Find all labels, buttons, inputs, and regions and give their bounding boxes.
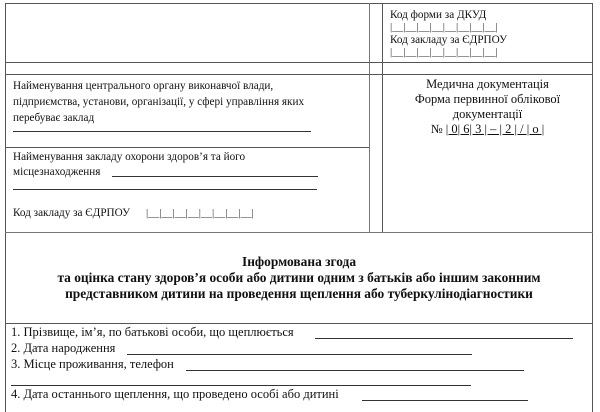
document-title: [5, 254, 593, 302]
frame-top: [5, 3, 593, 4]
dkud-label: Код форми за ДКУД: [390, 9, 487, 21]
field-address-phone-input-2[interactable]: [11, 385, 471, 386]
field-birthdate-input[interactable]: [127, 354, 472, 355]
edrpou-code-boxes[interactable]: |__|__|__|__|__|__|__|__|: [390, 46, 498, 58]
facility-line-1: Найменування закладу охорони здоров’я та його: [13, 151, 246, 163]
facility-code-label: Код закладу за ЄДРПОУ: [13, 207, 130, 219]
facility-code-boxes[interactable]: |__|__|__|__|__|__|__|__|: [146, 207, 254, 219]
field-last-vaccination-label: 4. Дата останнього щеплення, що проведено особі або дитині: [11, 387, 339, 401]
facility-input-line-2[interactable]: [13, 189, 317, 190]
header-rule-2: [5, 74, 593, 75]
central-body-line-3: перебуває заклад: [13, 112, 95, 124]
form-number-code: | 0| 6| 3 | – | 2 | / | о |: [445, 122, 545, 136]
title-line-2: та оцінка стану здоров’я особи або дитини одним з батьків або іншим законним: [57, 270, 541, 285]
field-last-vaccination-input[interactable]: [362, 400, 528, 401]
dkud-code-boxes[interactable]: |__|__|__|__|__|__|__|__|: [390, 21, 498, 33]
central-body-line-2: підприємства, установи, організації, у сфері управління яких: [13, 96, 305, 108]
column-divider-left: [369, 3, 370, 232]
frame-left: [5, 3, 6, 412]
title-line-3: представником дитини на проведення щеплення або туберкулінодіагностики: [65, 286, 533, 301]
frame-right: [592, 3, 593, 412]
field-full-name-input[interactable]: [315, 338, 573, 339]
facility-line-2: місцезнаходження: [13, 166, 101, 178]
header-bottom-rule: [5, 232, 593, 233]
edrpou-label: Код закладу за ЄДРПОУ: [390, 34, 507, 46]
number-sign: №: [430, 122, 443, 136]
title-line-1: Інформована згода: [241, 254, 357, 269]
facility-input-line-1[interactable]: [112, 176, 318, 177]
header-rule-1: [5, 62, 593, 63]
title-bottom-rule: [5, 323, 593, 324]
field-address-phone-input-1[interactable]: [186, 370, 524, 371]
central-body-line-1: Найменування центрального органу виконавчої влади,: [13, 80, 274, 92]
left-block-divider: [5, 147, 369, 148]
field-address-phone-label: 3. Місце проживання, телефон: [11, 357, 174, 371]
medical-doc-block: [383, 77, 592, 137]
medical-doc-line-2: Форма первинної облікової: [414, 92, 561, 106]
field-birthdate-label: 2. Дата народження: [11, 341, 116, 355]
form-number: [383, 122, 592, 137]
medical-doc-line-1: Медична документація: [426, 77, 549, 91]
central-body-input-line[interactable]: [13, 131, 311, 132]
field-full-name-label: 1. Прізвище, ім’я, по батькові особи, що щеплюється: [11, 325, 294, 339]
medical-doc-line-3: документації: [452, 107, 523, 121]
